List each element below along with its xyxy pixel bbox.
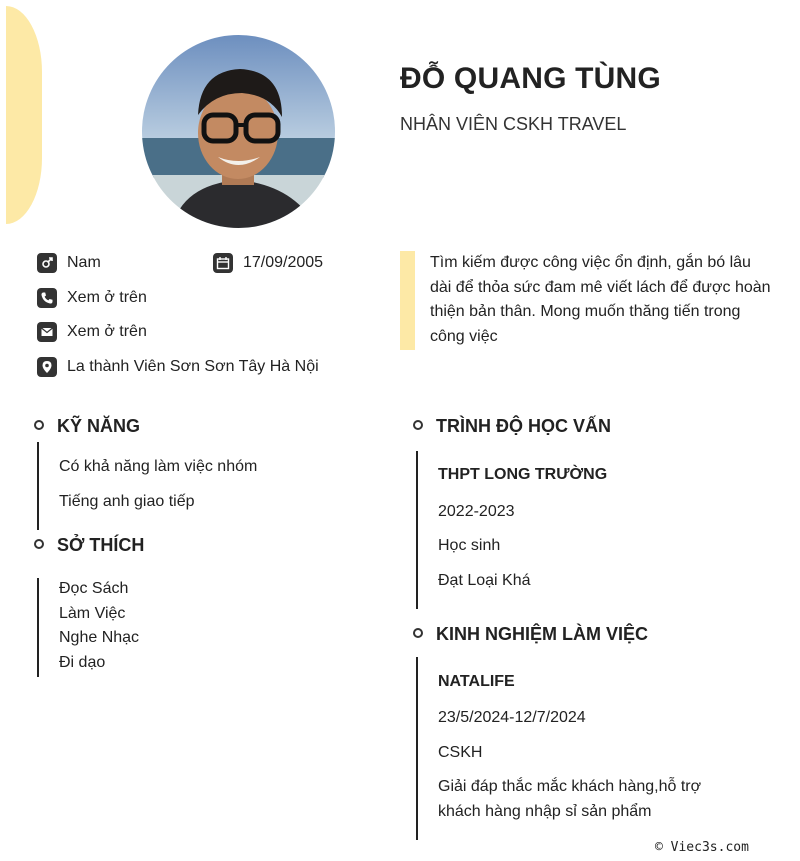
decorative-accent-shape xyxy=(6,6,42,224)
job-title: NHÂN VIÊN CSKH TRAVEL xyxy=(400,114,627,134)
footer-credit: © Viec3s.com xyxy=(655,840,749,855)
skills-bullet-icon xyxy=(34,420,44,430)
education-bullet-icon xyxy=(413,420,423,430)
experience-bullet-icon xyxy=(413,628,423,638)
school-name: THPT LONG TRƯỜNG xyxy=(438,466,608,483)
gender-value: Nam xyxy=(67,254,101,271)
experience-title: KINH NGHIỆM LÀM VIỆC xyxy=(436,624,649,644)
experience-description-line: Giải đáp thắc mắc khách hàng,hỗ trợ xyxy=(438,778,702,795)
phone-value: Xem ở trên xyxy=(67,289,147,306)
education-title: TRÌNH ĐỘ HỌC VẤN xyxy=(436,416,611,436)
address-value: La thành Viên Sơn Sơn Tây Hà Nội xyxy=(67,358,319,375)
avatar xyxy=(142,35,335,228)
email-value: Xem ở trên xyxy=(67,323,147,340)
gender-row xyxy=(37,253,101,273)
experience-period: 23/5/2024-12/7/2024 xyxy=(438,709,586,726)
address-row xyxy=(37,357,319,377)
education-result: Đạt Loại Khá xyxy=(438,572,531,589)
hobby-item: Đi dạo xyxy=(59,654,106,671)
experience-timeline-line xyxy=(416,657,418,840)
birthday-value: 17/09/2005 xyxy=(243,254,324,271)
education-timeline-line xyxy=(416,451,418,609)
career-objective: Tìm kiếm được công việc ổn định, gắn bó lâu dài để thỏa sức đam mê viết lách để được hoàn thiện bản thân. Mong muốn thăng tiến trong công việc xyxy=(430,254,771,345)
hobby-item: Đọc Sách xyxy=(59,580,129,597)
hobbies-timeline-line xyxy=(37,578,39,677)
experience-position: CSKH xyxy=(438,744,483,761)
birthday-row xyxy=(213,253,323,273)
location-pin-icon xyxy=(37,357,57,377)
experience-description-line: khách hàng nhập sỉ sản phẩm xyxy=(438,803,652,820)
hobby-item: Làm Việc xyxy=(59,605,126,622)
education-period: 2022-2023 xyxy=(438,503,515,520)
hobbies-bullet-icon xyxy=(34,539,44,549)
phone-icon xyxy=(37,288,57,308)
calendar-icon xyxy=(213,253,233,273)
skill-item: Tiếng anh giao tiếp xyxy=(59,493,195,510)
candidate-name: ĐỖ QUANG TÙNG xyxy=(400,62,661,95)
email-row xyxy=(37,322,147,342)
gender-icon xyxy=(37,253,57,273)
mail-icon xyxy=(37,322,57,342)
objective-accent-bar xyxy=(400,251,415,350)
skills-timeline-line xyxy=(37,442,39,530)
company-name: NATALIFE xyxy=(438,673,515,690)
hobbies-title: SỞ THÍCH xyxy=(57,535,145,555)
skill-item: Có khả năng làm việc nhóm xyxy=(59,458,258,475)
skills-title: KỸ NĂNG xyxy=(57,416,141,436)
education-role: Học sinh xyxy=(438,537,501,554)
hobby-item: Nghe Nhạc xyxy=(59,629,140,646)
phone-row xyxy=(37,288,147,308)
